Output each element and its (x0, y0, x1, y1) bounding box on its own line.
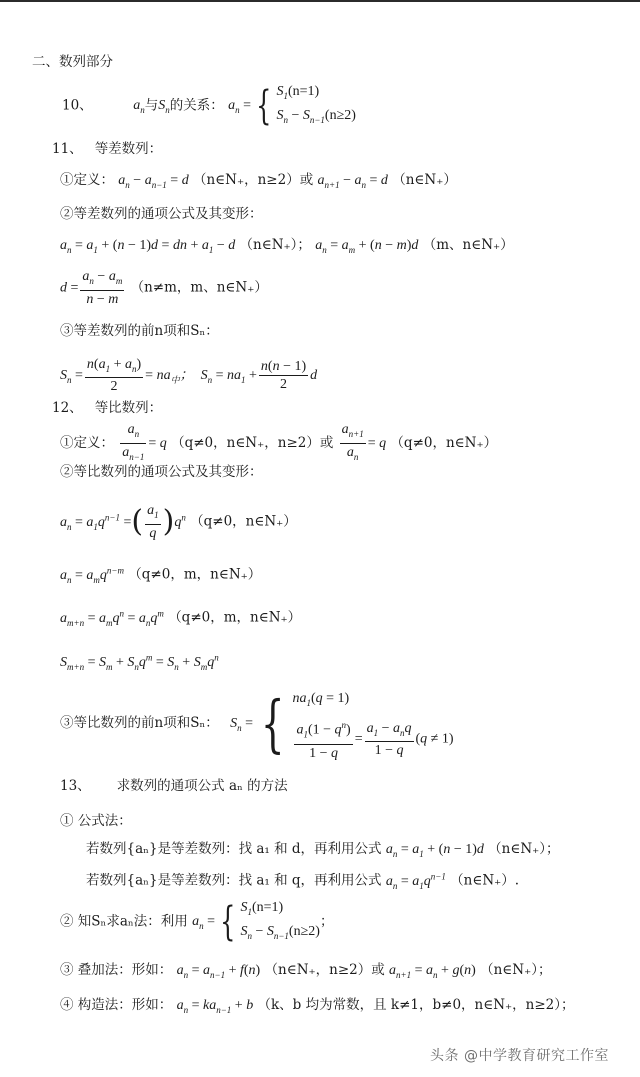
item-11-sum-formula: $S_n$ = $\frac{n(a_1 + a_n)}{2}$ = $na_中$； $S_n = na_1$ + $\frac{n(n - 1)}{2}$ d (60, 356, 318, 395)
method-1-line-2: 若数列{aₙ}是等差数列：找 a₁ 和 q，再利用公式 $a_n = a_1q^{n-1}$ （n∈N₊）. (86, 871, 520, 891)
method-3: ③ 叠加法：形如： $a_n = a_{n-1} + f(n)$ （n∈N₊，n≥2）或 $a_{n+1} = a_n + g(n)$ （n∈N₊）； (60, 962, 552, 980)
method-2-cases: $S_1(n=1)$ $S_n - S_{n-1}(n\ge 2)$ (240, 900, 320, 941)
method-1-line-1: 若数列{aₙ}是等差数列：找 a₁ 和 d，再利用公式 $a_n = a_1 + (n - 1)d$ （n∈N₊）； (86, 841, 560, 859)
item-11-heading: 11、 等差数列： (52, 141, 163, 157)
method-2: ② 知Sₙ求aₙ法：利用 $a_n$ = { $S_1(n=1)$ $S_n - S_{n-1}(n\ge 2)$ ； (60, 898, 334, 945)
item-12-heading: 12、 等比数列： (52, 400, 163, 416)
item-12-formula-1: $a_n = a_1q^{n-1}$ =( $\frac{a_1}{q}$ )$q^n$ （q≠0，n∈N₊） (60, 503, 297, 542)
item-11-general-formulas: $a_n = a_1 + (n - 1)d$ = dn + $a_1 - d$ （n∈N₊）； $a_n = a_m + (n - m)d$ （m、n∈N₊） (60, 237, 514, 255)
item-12-formula-2: $a_n = a_mq^{n-m}$ （q≠0，m，n∈N₊） (60, 565, 262, 585)
watermark: 头条 @中学教育研究工作室 (430, 1048, 609, 1064)
item-13-title: 求数列的通项公式 aₙ 的方法 (116, 778, 288, 794)
item-12-general-label: ②等比数列的通项公式及其变形： (60, 464, 263, 480)
item-12-formula-3: $a_{m+n} = a_mq^n = a_nq^m$ （q≠0，m，n∈N₊） (60, 608, 302, 628)
item-11-general-label: ②等差数列的通项公式及其变形： (60, 206, 263, 222)
method-4: ④ 构造法：形如： $a_n = ka_{n-1} + b$ （k、b 均为常数，且 k≠1，b≠0，n∈N₊，n≥2）； (60, 997, 575, 1015)
item-12-definition: ①定义： $\frac{a_n}{a_{n-1}}$ = q （q≠0，n∈N₊，n≥2）或 $\frac{a_{n+1}}{a_n}$ = q （q≠0，n∈N₊） (60, 421, 497, 466)
item-11-title: 等差数列： (94, 141, 163, 157)
item-10-text: 与 (144, 97, 159, 114)
item-11-sum-label: ③等差数列的前n项和Sₙ： (60, 323, 219, 339)
item-11-d-formula: d = $\frac{a_n - a_m}{n - m}$ （n≠m，m、n∈N₊） (60, 269, 268, 307)
item-10: 10、 $a_n$与$S_n$的关系： $a_n$ = { $S_1(n=1)$ $S_n - S_{n-1}(n\ge 2)$ (62, 82, 356, 129)
section-title: 二、数列部分 (32, 54, 113, 70)
item-12-sum-cases: $na_1(q = 1)$ $\frac{a_1(1 - q^n)}{1 - q}$ = $\frac{a_1 - a_nq}{1 - q}$ (q ≠ 1) (292, 691, 454, 761)
item-12-formula-4: $S_{m+n} = S_m + S_nq^m = S_n + S_mq^n$ (60, 652, 219, 672)
item-10-number: 10、 (62, 97, 93, 114)
top-border (0, 0, 640, 2)
item-12-sum: ③等比数列的前n项和Sₙ： $S_n$ = { $na_1(q = 1)$ $\frac{a_1(1 - q^n)}{1 - q}$ = $\frac{a_1 - a_nq}{1 - q}$ (q ≠ 1) (60, 686, 454, 761)
method-1-label: ① 公式法： (60, 813, 132, 829)
item-13-heading: 13、 求数列的通项公式 aₙ 的方法 (60, 778, 288, 794)
item-10-text2: 的关系： (169, 97, 224, 114)
item-10-cases: $S_1(n=1)$ $S_n - S_{n-1}(n\ge 2)$ (276, 84, 356, 125)
item-11-definition: ①定义： $a_n - a_{n-1} = d$ （n∈N₊，n≥2）或 $a_{n+1} - a_n = d$ （n∈N₊） (60, 172, 457, 190)
